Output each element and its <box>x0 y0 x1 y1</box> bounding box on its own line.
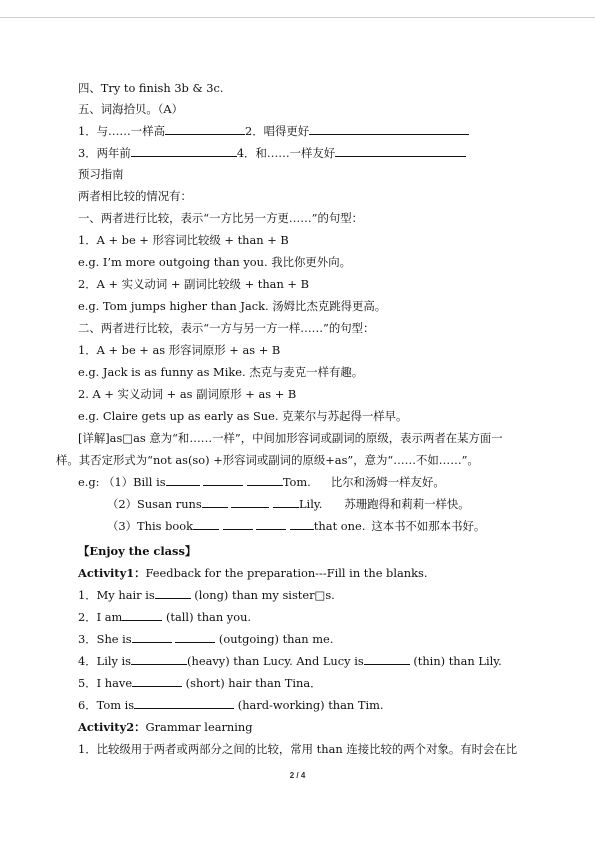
exercise-2-end: (tall) than you. <box>162 610 252 624</box>
activity-1-text: Feedback for the preparation---Fill in the blanks. <box>145 566 428 580</box>
exercise-3 <box>78 631 333 647</box>
answer-blank[interactable] <box>335 145 466 157</box>
example-row-1 <box>78 474 445 490</box>
grammar-line-1: 1．比较级用于两者或两部分之间的比较，常用 than 连接比较的两个对象。有时会在比 <box>78 742 518 756</box>
example-1-subject: （1）Bill is <box>103 475 166 489</box>
example-3-object: that one. <box>313 519 366 533</box>
example-row-2 <box>107 496 470 512</box>
activity-2-heading <box>78 719 253 735</box>
exercise-2 <box>78 609 251 625</box>
example-2-translation: 苏珊跑得和莉莉一样快。 <box>344 497 470 511</box>
vocab-item-2: 2．唱得更好 <box>244 124 310 138</box>
vocab-item-1: 1．与……一样高 <box>78 124 165 138</box>
answer-blank[interactable] <box>290 518 314 530</box>
answer-blank[interactable] <box>309 123 469 135</box>
section-4-heading: 四、Try to finish 3b & 3c. <box>78 81 224 95</box>
exercise-4 <box>78 653 502 669</box>
exercise-3-end: (outgoing) than me. <box>215 632 334 646</box>
example-1-translation: 比尔和汤姆一样友好。 <box>330 475 445 489</box>
exercise-6-end: (hard-working) than Tim. <box>234 698 384 712</box>
answer-blank[interactable] <box>203 474 243 486</box>
exercise-5-end: (short) hair than Tina． <box>182 676 322 690</box>
intro-text: 两者相比较的情况有： <box>78 189 192 203</box>
section-5-heading: 五、词海拾贝。（A） <box>78 102 184 116</box>
activity-1-label: Activity1： <box>78 566 146 580</box>
answer-blank[interactable] <box>193 518 219 530</box>
rule-2-example-1: e.g. Jack is as funny as Mike. 杰克与麦克一样有趣。 <box>78 365 364 379</box>
answer-blank[interactable] <box>175 631 215 643</box>
eg-label: e.g: <box>78 475 100 489</box>
example-2-subject: （2）Susan runs <box>107 497 202 511</box>
vocab-item-4: 4．和……一样友好 <box>236 146 336 160</box>
preview-title: 预习指南 <box>78 167 124 181</box>
exercise-5 <box>78 675 322 691</box>
page-number: 2 / 4 <box>289 771 306 780</box>
exercise-4-end: (thin) than Lily. <box>409 654 502 668</box>
rule-2-formula-1: 1．A + be + as 形容词原形 + as + B <box>78 343 281 357</box>
answer-blank[interactable] <box>132 675 182 687</box>
exercise-6 <box>78 697 384 713</box>
answer-blank[interactable] <box>134 697 234 709</box>
rule-2-formula-2: 2. A + 实义动词 + as 副词原形 + as + B <box>78 387 297 401</box>
vocab-item-3: 3．两年前 <box>78 146 131 160</box>
exercise-4-middle: (heavy) than Lucy. And Lucy is <box>187 654 364 668</box>
enjoy-class-heading: 【Enjoy the class】 <box>78 544 197 558</box>
answer-blank[interactable] <box>155 587 191 599</box>
activity-1-heading <box>78 565 427 581</box>
example-3-subject: （3）This book <box>107 519 193 533</box>
activity-2-label: Activity2： <box>78 720 146 734</box>
example-3-translation: 这本书不如那本书好。 <box>371 519 486 533</box>
detail-line-2: 样。其否定形式为“not as(so) +形容词或副词的原级+as”，意为“……不如……”。 <box>56 453 479 467</box>
answer-blank[interactable] <box>165 123 245 135</box>
answer-blank[interactable] <box>131 653 187 665</box>
answer-blank[interactable] <box>131 145 237 157</box>
answer-blank[interactable] <box>247 474 283 486</box>
exercise-4-start: 4．Lily is <box>78 654 132 668</box>
exercise-1-end: (long) than my sister□s. <box>190 588 335 602</box>
answer-blank[interactable] <box>231 496 269 508</box>
answer-blank[interactable] <box>256 518 286 530</box>
answer-blank[interactable] <box>223 518 253 530</box>
vocab-row-1 <box>78 123 469 139</box>
example-2-object: Lily. <box>298 497 323 511</box>
rule-1-formula-2: 2．A + 实义动词 + 副词比较级 + than + B <box>78 277 309 291</box>
detail-line-1: [详解]as□as 意为“和……一样”，中间加形容词或副词的原级，表示两者在某方面一 <box>78 431 503 445</box>
rule-1-title: 一、两者进行比较，表示“一方比另一方更……”的句型： <box>78 211 364 225</box>
example-row-3 <box>107 518 485 534</box>
exercise-2-start: 2．I am <box>78 610 123 624</box>
answer-blank[interactable] <box>132 631 172 643</box>
vocab-row-2 <box>78 145 466 161</box>
rule-1-example-1: e.g. I’m more outgoing than you. 我比你更外向。 <box>78 255 351 269</box>
answer-blank[interactable] <box>273 496 299 508</box>
exercise-5-start: 5．I have <box>78 676 133 690</box>
rule-1-formula-1: 1．A + be + 形容词比较级 + than + B <box>78 233 289 247</box>
exercise-6-start: 6．Tom is <box>78 698 135 712</box>
exercise-1 <box>78 587 335 603</box>
exercise-1-start: 1．My hair is <box>78 588 155 602</box>
answer-blank[interactable] <box>364 653 410 665</box>
answer-blank[interactable] <box>122 609 162 621</box>
exercise-3-start: 3．She is <box>78 632 132 646</box>
answer-blank[interactable] <box>166 474 200 486</box>
rule-1-example-2: e.g. Tom jumps higher than Jack. 汤姆比杰克跳得更高。 <box>78 299 387 313</box>
answer-blank[interactable] <box>202 496 228 508</box>
rule-2-title: 二、两者进行比较，表示“一方与另一方一样……”的句型： <box>78 321 375 335</box>
header-rule <box>0 17 595 18</box>
example-1-object: Tom. <box>282 475 311 489</box>
rule-2-example-2: e.g. Claire gets up as early as Sue. 克莱尔与苏起得一样早。 <box>78 409 408 423</box>
activity-2-text: Grammar learning <box>145 720 253 734</box>
